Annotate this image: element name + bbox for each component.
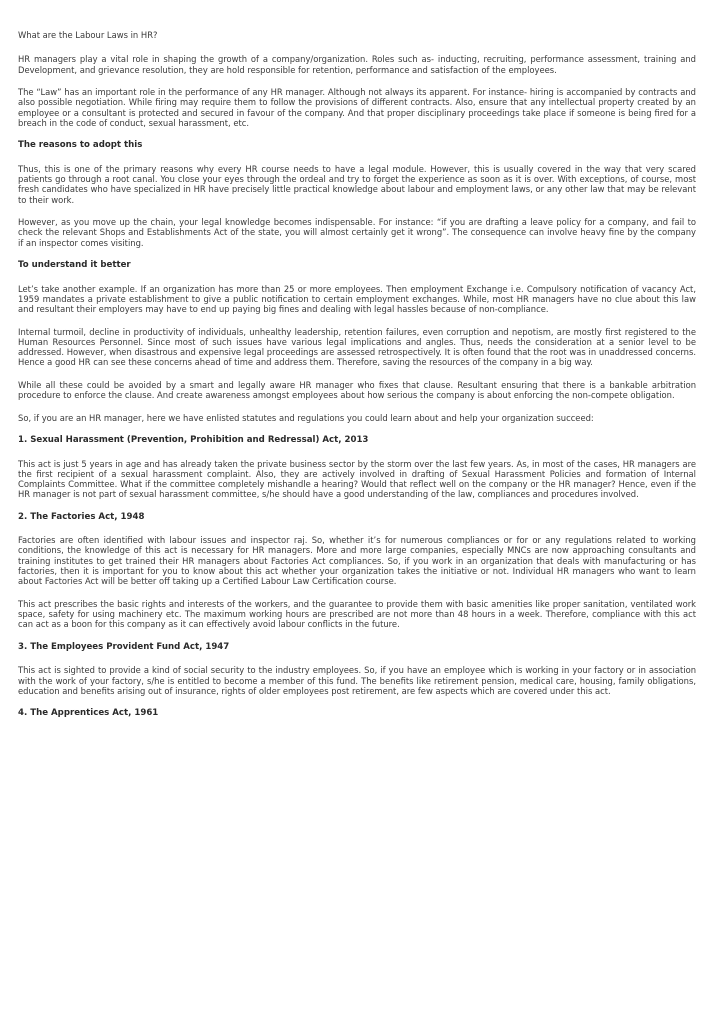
reasons-paragraph-1: Thus, this is one of the primary reasons why every HR course needs to have a legal module. However, this is usually covered in the way that very scared patients go through a root canal. You close your eyes through the ordeal and try to forget the experience as soon as it is over. With exceptions, of course, most fresh candidates who have specialized in HR have precisely little practical knowledge about labour and employment laws, or any other law that may be relevant to their work.	[18, 163, 696, 205]
act-2-paragraph-1: Factories are often identified with labour issues and inspector raj. So, whether it’s for numerous compliances or for or any regulations related to working conditions, the knowledge of this act is necessary for HR managers. More and more large companies, especially MNCs are now approaching consultants and training institutes to get trained their HR managers about Factories Act compliances. So, if you work in an organization that deals with manufacturing or has factories, then it is important for you to know about this act whether your organization takes the initiative or not. Individual HR managers who want to learn about Factories Act will be better off taking up a Certified Labour Law Certification course.	[18, 535, 696, 587]
act-3-paragraph-1: This act is sighted to provide a kind of social security to the industry employees. So, if you have an employee which is working in your factory or in association with the work of your factory, s/he is entitled to become a member of this fund. The benefits like retirement pension, medical care, housing, family obligations, education and benefits arising out of insurance, rights of older employees post retirement, are few aspects which are covered under this act.	[18, 665, 696, 696]
understand-paragraph-4: So, if you are an HR manager, here we have enlisted statutes and regulations you could learn about and help your organization succeed:	[18, 412, 594, 423]
document-title: What are the Labour Laws in HR?	[18, 30, 158, 40]
section-heading-act-1: 1. Sexual Harassment (Prevention, Prohibition and Redressal) Act, 2013	[18, 435, 369, 446]
intro-paragraph-1: HR managers play a vital role in shaping the growth of a company/organization. Roles such as- inducting, recruiting, performance assessment, training and Development, and grievance resolution, they are hold responsible for retention, performance and satisfaction of the employees.	[18, 54, 696, 75]
understand-paragraph-2: Internal turmoil, decline in productivity of individuals, unhealthy leadership, retention failures, even corruption and nepotism, are mostly first registered to the Human Resources Personnel. Since most of such issues have various legal implications and angles. Thus, needs the consideration at a senior level to be addressed. However, when disastrous and expensive legal proceedings are assessed retrospectively. It is often found that the root was in unaddressed concerns. Hence a good HR can see these concerns ahead of time and address them. Therefore, saving the resources of the company in a big way.	[18, 326, 696, 368]
act-1-paragraph-1: This act is just 5 years in age and has already taken the private business sector by the storm over the last few years. As, in most of the cases, HR managers are the first recipient of a sexual harassment complaint. Also, they are actively involved in drafting of Sexual Harassment Policies and formation of Internal Complaints Committee. What if the committee completely mishandle a hearing? Would that reflect well on the company or the HR manager? Hence, even if the HR manager is not part of sexual harassment committee, s/he should have a good understanding of the law, compliances and procedures involved.	[18, 458, 696, 500]
section-heading-act-2: 2. The Factories Act, 1948	[18, 511, 145, 522]
section-heading-act-4: 4. The Apprentices Act, 1961	[18, 708, 159, 719]
document-page	[18, 30, 696, 732]
intro-paragraph-2: The “Law” has an important role in the performance of any HR manager. Although not always its apparent. For instance- hiring is accompanied by contracts and also possible negotiation. While firing may require them to follow the provisions of different contracts. Also, ensure that any intellectual property created by an employee or a consultant is protected and secured in favour of the company. And that proper disciplinary proceedings take place if someone is being fired for a breach in the code of conduct, sexual harassment, etc.	[18, 87, 696, 128]
section-heading-understand: To understand it better	[18, 260, 131, 271]
understand-paragraph-1: Let’s take another example. If an organization has more than 25 or more employees. Then employment Exchange i.e. Compulsory notification of vacancy Act, 1959 mandates a private establishment to give a public notification to certain employment exchanges. While, most HR managers have no clue about this law and resultant their employers may have to end up paying big fines and dealing with legal hassles because of non-compliance.	[18, 283, 696, 315]
understand-paragraph-3: While all these could be avoided by a smart and legally aware HR manager who fixes that clause. Resultant ensuring that there is a bankable arbitration procedure to enforce the clause. And create awareness amongst employees about how serious the company is about enforcing the non-compete obligation.	[18, 379, 696, 401]
act-2-paragraph-2: This act prescribes the basic rights and interests of the workers, and the guarantee to provide them with basic amenities like proper sanitation, ventilated work space, safety for using machinery etc. The maximum working hours are prescribed are not more than 48 hours in a week. Therefore, compliance with this act can act as a boon for this company as it can effectively avoid labour conflicts in the future.	[18, 598, 696, 630]
section-heading-reasons: The reasons to adopt this	[18, 140, 143, 151]
reasons-paragraph-2: However, as you move up the chain, your legal knowledge becomes indispensable. For instance: “if you are drafting a leave policy for a company, and fail to check the relevant Shops and Establishments Act of the state, you will almost certainly get it wrong”. The consequence can involve heavy fine by the company if an inspector comes visiting.	[18, 217, 696, 248]
section-heading-act-3: 3. The Employees Provident Fund Act, 1947	[18, 641, 230, 652]
